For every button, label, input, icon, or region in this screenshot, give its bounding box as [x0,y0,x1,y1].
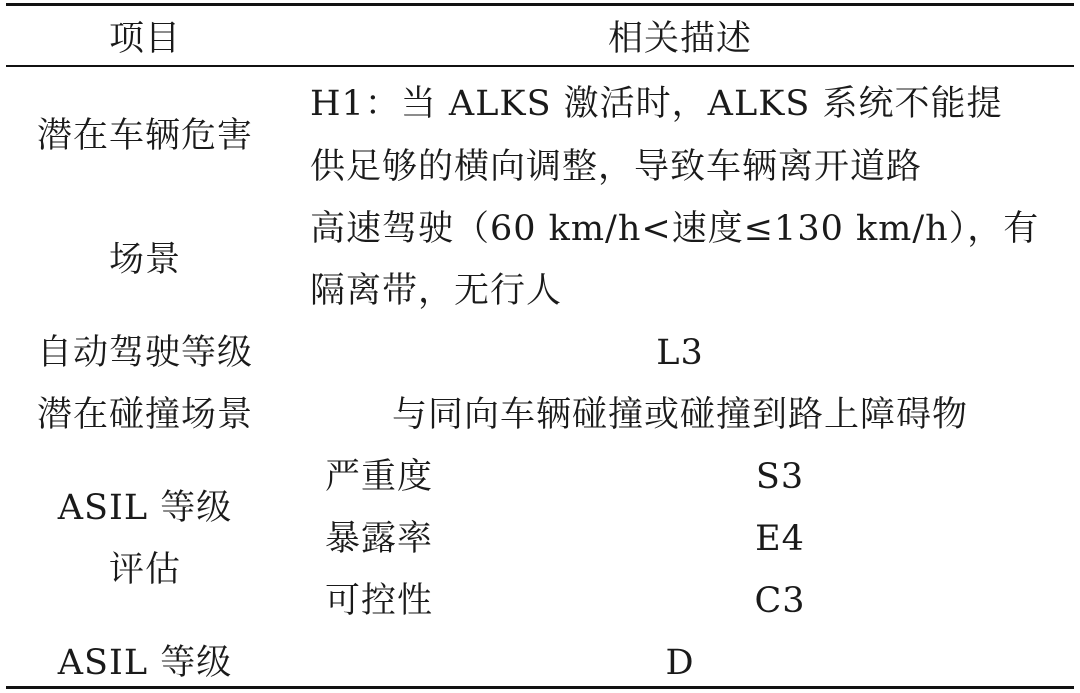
row-asil-level-label: ASIL 等级 [57,643,233,683]
row-automation-level-value: L3 [656,333,704,373]
row-asil-eval-label-line1: ASIL 等级 [57,488,233,528]
row-asil-eval-label-line2: 评估 [108,550,181,590]
row-scene-desc-line2: 隔离带，无行人 [310,271,563,311]
row-asil-level-value: D [665,643,695,683]
asil-severity-value: S3 [755,457,805,497]
row-automation-level-label: 自动驾驶等级 [36,333,253,373]
row-scene-label: 场景 [108,240,181,280]
header-item: 项目 [108,19,181,59]
row-scene-desc-line1: 高速驾驶（60 km/h<速度≤130 km/h），有 [310,209,1040,249]
table-header-rule [6,65,1074,67]
asil-controllability-value: C3 [754,581,806,621]
table-bottom-rule [6,686,1074,689]
row-collision-scene-label: 潜在碰撞场景 [36,395,253,435]
row-hazard-desc-line1: H1：当 ALKS 激活时，ALKS 系统不能提 [310,84,1003,124]
table-top-rule [6,3,1074,6]
header-description: 相关描述 [607,19,752,59]
asil-controllability-name: 可控性 [325,581,434,621]
row-hazard-label: 潜在车辆危害 [36,116,253,156]
asil-exposure-name: 暴露率 [325,519,434,559]
asil-exposure-value: E4 [755,519,805,559]
asil-severity-name: 严重度 [325,457,434,497]
row-collision-scene-value: 与同向车辆碰撞或碰撞到路上障碍物 [391,395,968,435]
row-hazard-desc-line2: 供足够的横向调整，导致车辆离开道路 [310,147,923,187]
